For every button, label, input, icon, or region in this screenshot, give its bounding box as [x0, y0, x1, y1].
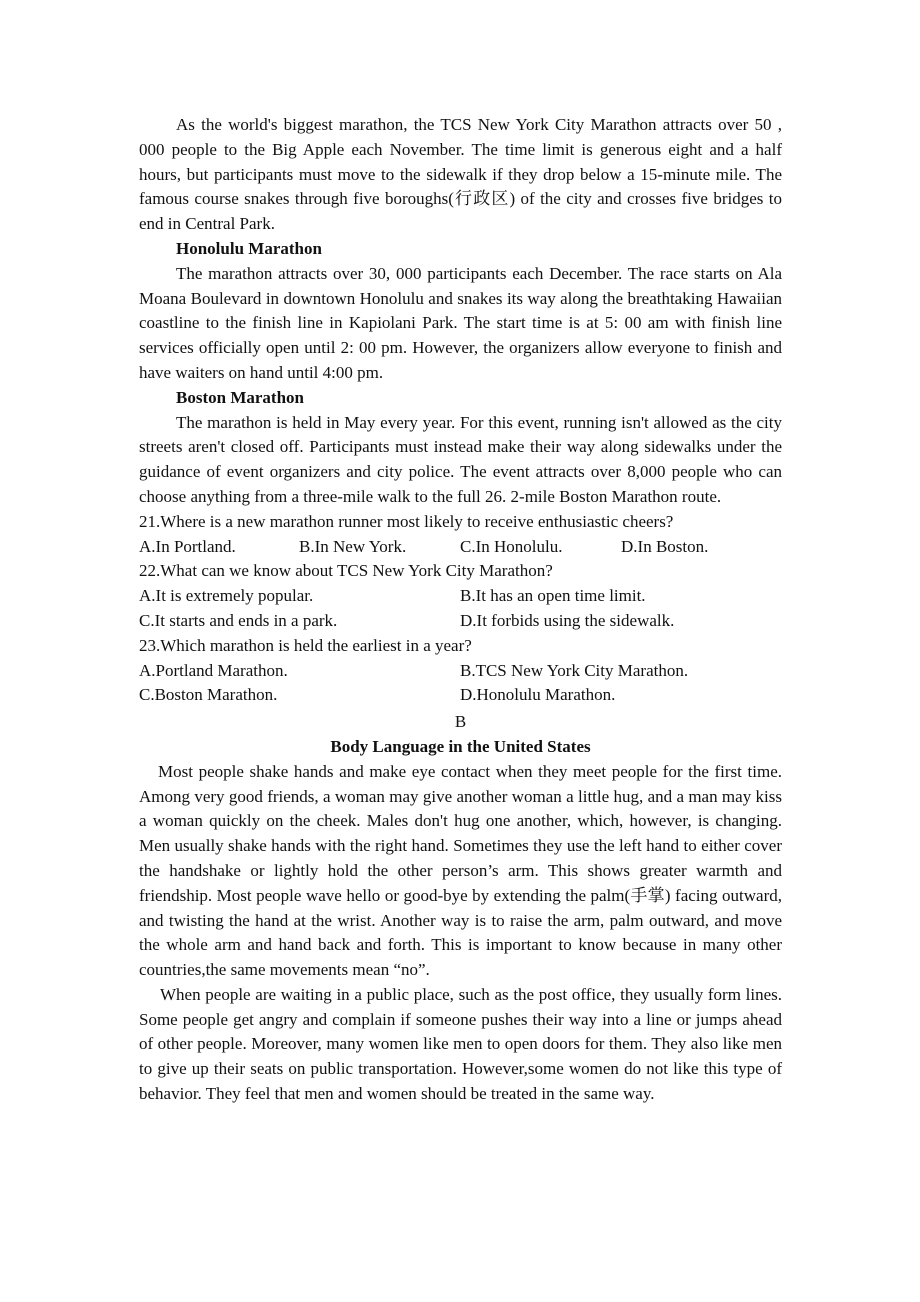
- passage-b-title: Body Language in the United States: [330, 736, 591, 756]
- question-21-option-b: B.In New York.: [299, 536, 407, 556]
- question-21-option-c: C.In Honolulu.: [460, 536, 563, 556]
- question-22-stem: 22.What can we know about TCS New York City Marathon?: [139, 561, 553, 581]
- question-23-options-row-1: [139, 659, 782, 684]
- question-23-option-d: D.Honolulu Marathon.: [460, 685, 616, 705]
- question-23-stem: 23.Which marathon is held the earliest in a year?: [139, 635, 472, 655]
- question-22-option-d: D.It forbids using the sidewalk.: [460, 610, 675, 630]
- question-22-options-row-1: [139, 584, 782, 609]
- question-21-option-d: D.In Boston.: [621, 536, 709, 556]
- question-22-option-c: C.It starts and ends in a park.: [139, 610, 338, 630]
- question-21-stem: 21.Where is a new marathon runner most likely to receive enthusiastic cheers?: [139, 511, 674, 531]
- document-page: [139, 113, 782, 1107]
- question-21-option-a: A.In Portland.: [139, 536, 236, 556]
- passage-b-paragraph-2: When people are waiting in a public place, such as the post office, they usually form lines. Some people get angry and complain if someone pushes their way into a line or jumps ahead of other people. Moreover, many women like men to open doors for them. They also like men to give up their seats on public transportation. However,some women do not like this type of behavior. They feel that men and women should be treated in the same way.: [139, 984, 782, 1104]
- honolulu-paragraph: The marathon attracts over 30, 000 participants each December. The race starts on Ala Moana Boulevard in downtown Honolulu and snakes its way along the breathtaking Hawaiian coastline to the finish line in Kapiolani Park. The start time is at 5: 00 am with finish line services officially open until 2: 00 pm. However, the organizers allow everyone to finish and have waiters on hand until 4:00 pm.: [139, 263, 782, 382]
- question-22-option-a: A.It is extremely popular.: [139, 586, 314, 606]
- question-22-option-b: B.It has an open time limit.: [460, 586, 646, 606]
- question-22-options-row-2: [139, 609, 782, 634]
- nyc-marathon-paragraph: As the world's biggest marathon, the TCS New York City Marathon attracts over 50 , 000 people to the Big Apple each November. The time limit is generous eight and a half hours, but participants must move to the sidewalk if they drop below a 15-minute mile. The famous course snakes through five boroughs(行政区) of the city and crosses five bridges to end in Central Park.: [139, 115, 782, 234]
- boston-heading: Boston Marathon: [176, 387, 304, 407]
- question-23-option-c: C.Boston Marathon.: [139, 685, 278, 705]
- question-23-option-a: A.Portland Marathon.: [139, 660, 288, 680]
- question-23-options-row-2: [139, 683, 782, 708]
- section-letter: B: [454, 712, 467, 732]
- question-23-option-b: B.TCS New York City Marathon.: [460, 660, 689, 680]
- honolulu-heading: Honolulu Marathon: [176, 238, 322, 258]
- passage-b-paragraph-1: Most people shake hands and make eye contact when they meet people for the first time. Among very good friends, a woman may give another woman a little hug, and a man may kiss a woman quickly on the cheek. Males don't hug one another, which, however, is changing. Men usually shake hands with the right hand. Sometimes they use the left hand to either cover the handshake or lightly hold the other person’s arm. This shows greater warmth and friendship. Most people wave hello or good-bye by extending the palm(手掌) facing outward, and twisting the hand at the wrist. Another way is to raise the arm, palm outward, and move the whole arm and hand back and forth. This is important to know because in many other countries,the same movements mean “no”.: [139, 761, 782, 980]
- question-21-options: [139, 535, 782, 560]
- boston-paragraph: The marathon is held in May every year. For this event, running isn't allowed as the city streets aren't closed off. Participants must instead make their way along sidewalks under the guidance of event organizers and city police. The event attracts over 8,000 people who can choose anything from a three-mile walk to the full 26. 2-mile Boston Marathon route.: [139, 412, 782, 506]
